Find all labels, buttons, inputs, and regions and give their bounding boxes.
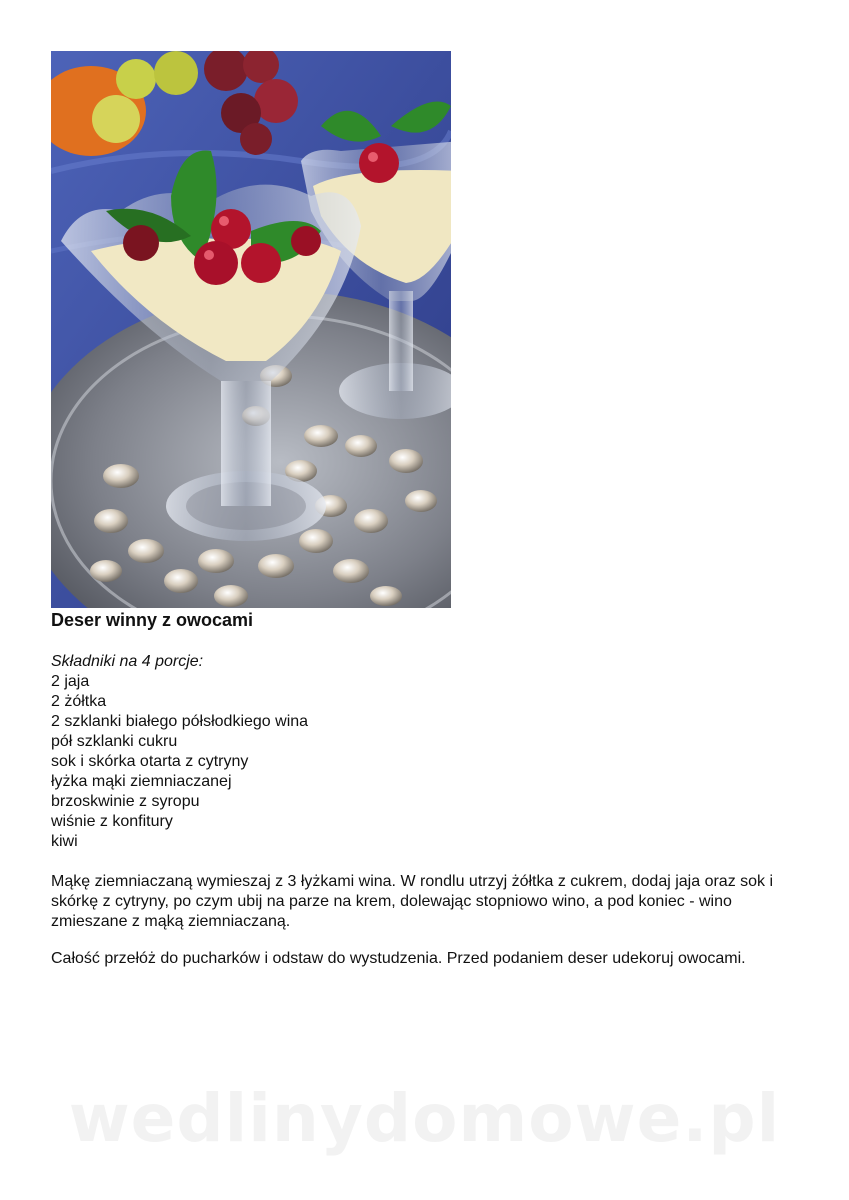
ingredient-item: 2 szklanki białego półsłodkiego wina xyxy=(51,713,309,730)
instructions-paragraph-2: Całość przełóż do pucharków i odstaw do wystudzenia. Przed podaniem deser udekoruj owocami. xyxy=(51,950,746,967)
dessert-photo xyxy=(51,51,451,608)
ingredients-heading: Składniki na 4 porcje: xyxy=(51,653,204,670)
recipe-title: Deser winny z owocami xyxy=(51,610,254,630)
ingredients-list xyxy=(51,672,308,852)
ingredients-section xyxy=(51,652,308,852)
ingredient-item: 2 jaja xyxy=(51,673,90,690)
watermark: wedlinydomowe.pl xyxy=(68,1080,781,1157)
instructions-paragraph-1: Mąkę ziemniaczaną wymieszaj z 3 łyżkami wina. W rondlu utrzyj żółtka z cukrem, dodaj jaja oraz sok i skórkę z cytryny, po czym ubij na parze na krem, dolewając stopniowo wino, a pod koniec - wino zmieszane z mąką ziemniaczaną. xyxy=(51,873,774,930)
ingredient-item: kiwi xyxy=(51,833,78,850)
ingredient-item: wiśnie z konfitury xyxy=(51,813,173,830)
ingredient-item: brzoskwinie z syropu xyxy=(51,793,200,810)
ingredient-item: 2 żółtka xyxy=(51,693,107,710)
ingredient-item: pół szklanki cukru xyxy=(51,733,178,750)
ingredient-item: sok i skórka otarta z cytryny xyxy=(51,753,249,770)
ingredient-item: łyżka mąki ziemniaczanej xyxy=(51,773,232,790)
